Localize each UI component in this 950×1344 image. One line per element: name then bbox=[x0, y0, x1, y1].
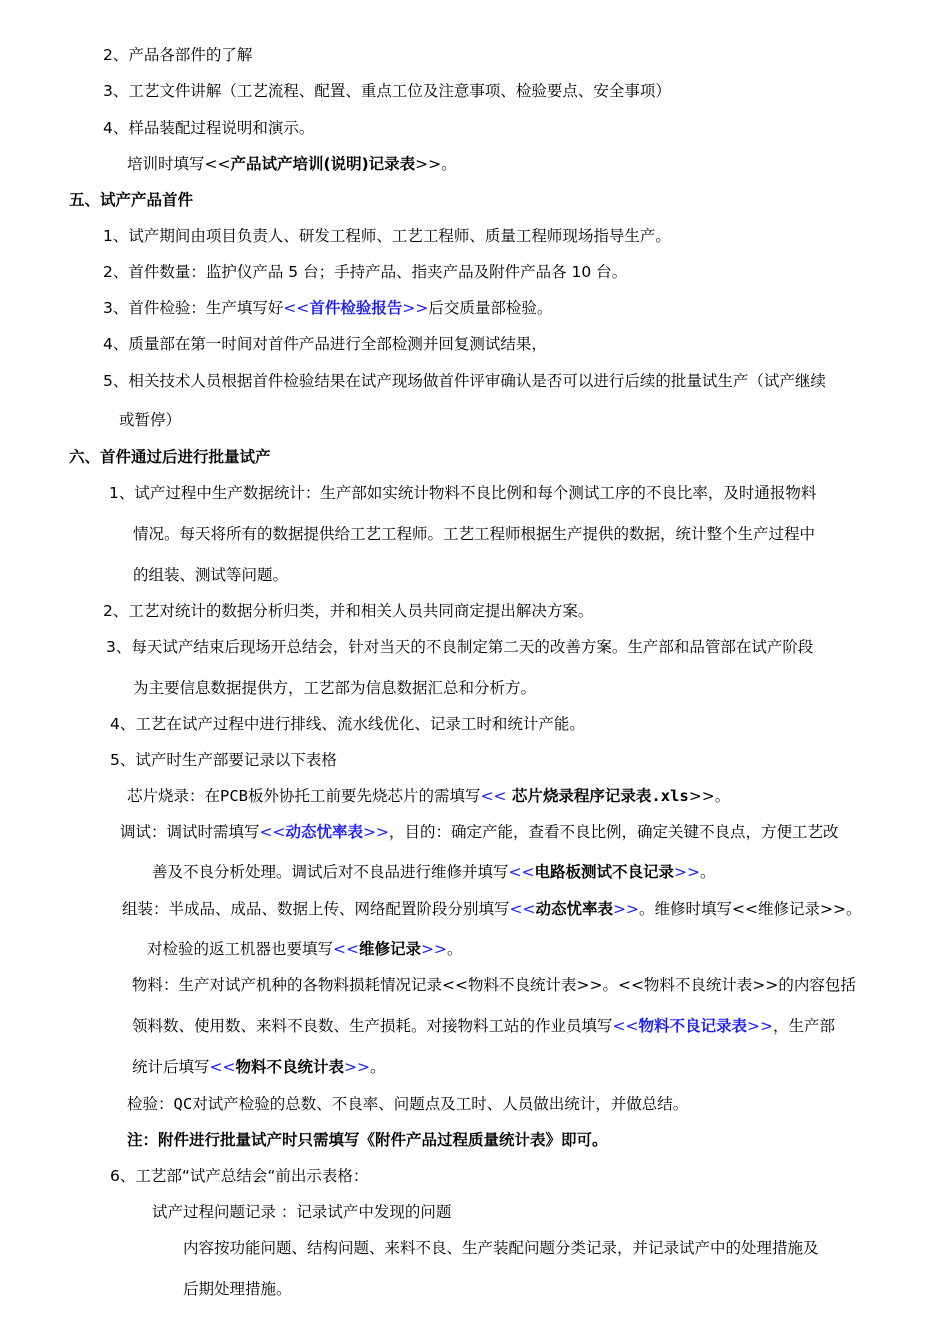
bracket: << bbox=[283, 299, 310, 317]
section-heading: 五、试产产品首件 bbox=[69, 191, 194, 209]
text: 统计后填写 bbox=[132, 1058, 210, 1076]
bracket: >> bbox=[402, 299, 429, 317]
paragraph-continuation bbox=[152, 861, 716, 883]
paragraph: 内容按功能问题、结构问题、来料不良、生产装配问题分类记录，并记录试产中的处理措施及 bbox=[183, 1239, 819, 1257]
bracket: << bbox=[480, 787, 507, 805]
list-item-continuation: 的组装、测试等问题。 bbox=[133, 566, 289, 584]
paragraph: 物料：生产对试产机种的各物料损耗情况记录<<物料不良统计表>>。<<物料不良统计表>>的内容包括 bbox=[132, 976, 856, 994]
paragraph bbox=[127, 1093, 688, 1115]
form-name: 产品试产培训(说明)记录表 bbox=[230, 155, 416, 173]
bracket: << bbox=[509, 900, 536, 918]
list-item-continuation: 为主要信息数据提供方，工艺部为信息数据汇总和分析方。 bbox=[133, 679, 537, 697]
paragraph-continuation bbox=[132, 1056, 386, 1078]
bracket: >> bbox=[363, 823, 389, 841]
text: 培训时填写<< bbox=[127, 155, 231, 173]
list-item-continuation: 情况。每天将所有的数据提供给工艺工程师。工艺工程师根据生产提供的数据，统计整个生产过程中 bbox=[133, 525, 816, 543]
paragraph bbox=[147, 938, 463, 960]
text: 对检验的返工机器也要填写 bbox=[147, 940, 334, 958]
text: ，生产部 bbox=[773, 1017, 836, 1035]
list-item: 6、工艺部“试产总结会“前出示表格： bbox=[110, 1167, 369, 1185]
bracket: >> bbox=[344, 1058, 370, 1076]
text: 。 bbox=[370, 1058, 386, 1076]
paragraph bbox=[127, 153, 457, 175]
section-heading: 六、首件通过后进行批量试产 bbox=[69, 448, 271, 466]
text: 。 bbox=[700, 863, 716, 881]
text: 对试产检验的总数、不良率、问题点及工时、人员做出统计，并做总结。 bbox=[192, 1095, 689, 1113]
list-item: 1、试产过程中生产数据统计：生产部如实统计物料不良比例和每个测试工序的不良比率，及时通报物料 bbox=[109, 484, 817, 502]
bracket: << bbox=[209, 1058, 236, 1076]
list-item bbox=[103, 297, 552, 319]
text: 善及不良分析处理。调试后对不良品进行维修并填写 bbox=[152, 863, 509, 881]
text: QC bbox=[173, 1095, 193, 1113]
note: 注：附件进行批量试产时只需填写《附件产品过程质量统计表》即可。 bbox=[127, 1131, 608, 1149]
paragraph bbox=[127, 785, 730, 807]
list-item: 5、试产时生产部要记录以下表格 bbox=[110, 751, 337, 769]
bracket: >> bbox=[747, 1017, 773, 1035]
text: 调试：调试时需填写 bbox=[120, 823, 260, 841]
paragraph bbox=[122, 898, 861, 920]
form-name: 芯片烧录程序记录表 bbox=[506, 787, 652, 805]
bracket: << bbox=[259, 823, 286, 841]
list-item: 2、首件数量：监护仪产品 5 台；手持产品、指夹产品及附件产品各 10 台。 bbox=[103, 263, 628, 281]
list-item: 2、工艺对统计的数据分析归类，并和相关人员共同商定提出解决方案。 bbox=[103, 602, 594, 620]
text: 检验： bbox=[127, 1095, 174, 1113]
form-name: 物料不良统计表 bbox=[235, 1058, 345, 1076]
text: 后交质量部检验。 bbox=[428, 299, 553, 317]
text: ，目的：确定产能，查看不良比例，确定关键不良点，方便工艺改 bbox=[389, 823, 839, 841]
form-name: 电路板测试不良记录 bbox=[534, 863, 675, 881]
form-name: 维修记录 bbox=[359, 940, 422, 958]
text: PCB bbox=[220, 787, 249, 805]
list-item-continuation: 或暂停） bbox=[119, 411, 182, 429]
paragraph-continuation: 后期处理措施。 bbox=[183, 1280, 292, 1298]
paragraph: 试产过程问题记录 ：记录试产中发现的问题 bbox=[152, 1203, 452, 1221]
list-item: 1、试产期间由项目负责人、研发工程师、工艺工程师、质量工程师现场指导生产。 bbox=[103, 227, 671, 245]
bracket: >> bbox=[613, 900, 639, 918]
bracket: << bbox=[612, 1017, 639, 1035]
form-name: 动态忧率表 bbox=[535, 900, 614, 918]
bracket: >> bbox=[674, 863, 700, 881]
list-item: 2、产品各部件的了解 bbox=[103, 46, 253, 64]
list-item: 5、相关技术人员根据首件检验结果在试产现场做首件评审确认是否可以进行后续的批量试生产（试产继续 bbox=[103, 372, 826, 390]
text: >>。 bbox=[688, 787, 731, 805]
form-link[interactable]: 首件检验报告 bbox=[309, 299, 403, 317]
text: 。维修时填写<<维修记录>>。 bbox=[639, 900, 862, 918]
text: 组装：半成品、成品、数据上传、网络配置阶段分别填写 bbox=[122, 900, 510, 918]
text: 领料数、使用数、来料不良数、生产损耗。对接物料工站的作业员填写 bbox=[132, 1017, 613, 1035]
text: 板外协托工前要先烧芯片的需填写 bbox=[248, 787, 481, 805]
text: 芯片烧录：在 bbox=[127, 787, 221, 805]
bracket: >> bbox=[421, 940, 447, 958]
bracket: << bbox=[508, 863, 535, 881]
paragraph-continuation bbox=[132, 1015, 835, 1037]
paragraph bbox=[120, 821, 839, 843]
bracket: << bbox=[333, 940, 359, 958]
list-item: 3、工艺文件讲解（工艺流程、配置、重点工位及注意事项、检验要点、安全事项） bbox=[103, 82, 671, 100]
list-item: 3、每天试产结束后现场开总结会，针对当天的不良制定第二天的改善方案。生产部和品管部在试产阶段 bbox=[106, 638, 814, 656]
list-item: 4、样品装配过程说明和演示。 bbox=[103, 119, 315, 137]
text: 。 bbox=[447, 940, 463, 958]
list-item: 4、工艺在试产过程中进行排线、流水线优化、记录工时和统计产能。 bbox=[110, 715, 585, 733]
text: 3、首件检验：生产填写好 bbox=[103, 299, 284, 317]
text: >>。 bbox=[415, 155, 457, 173]
list-item: 4、质量部在第一时间对首件产品进行全部检测并回复测试结果， bbox=[103, 335, 547, 353]
form-link[interactable]: 物料不良记录表 bbox=[638, 1017, 748, 1035]
form-link[interactable]: 动态忧率表 bbox=[285, 823, 364, 841]
file-extension: .xls bbox=[651, 787, 689, 805]
